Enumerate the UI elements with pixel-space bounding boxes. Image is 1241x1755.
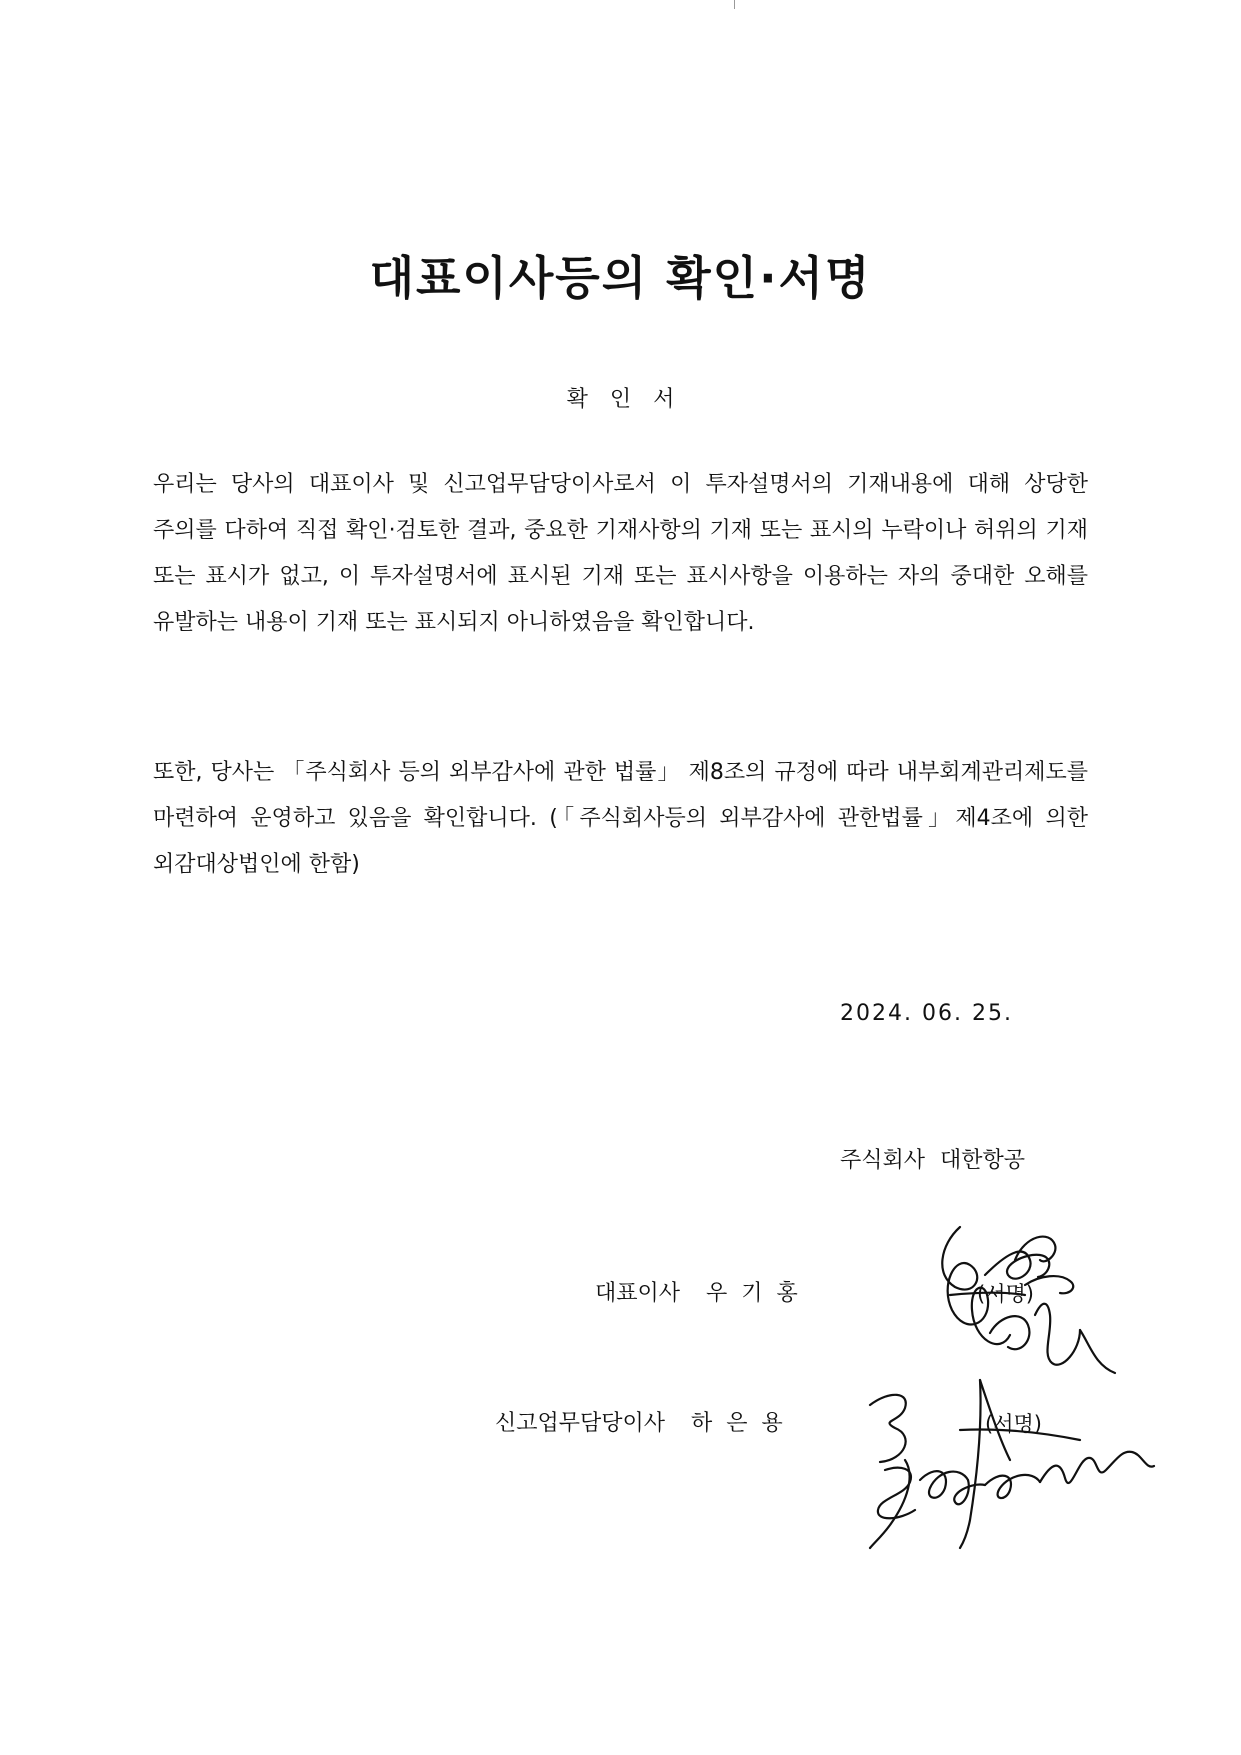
ceo-seal-note: (서명) <box>977 1282 1034 1306</box>
ceo-handwritten-signature <box>930 1215 1130 1385</box>
ceo-name: 우기홍 <box>706 1281 812 1306</box>
cfo-name: 하은용 <box>691 1411 797 1436</box>
document-title: 대표이사등의 확인·서명 <box>369 251 872 305</box>
cfo-role: 신고업무담당이사 <box>495 1411 666 1436</box>
cfo-seal-note: (서명) <box>985 1412 1042 1436</box>
confirmation-paragraph-1: 우리는 당사의 대표이사 및 신고업무담당이사로서 이 투자설명서의 기재내용에 대해 상당한 주의를 다하여 직접 확인·검토한 결과, 중요한 기재사항의 기재 또는 표시의 누락이나 허위의 기재 또는 표시가 없고, 이 투자설명서에 표시된 기재 또는 표시사항을 이용하는 자의 중대한 오해를 유발하는 내용이 기재 또는 표시되지 아니하였음을 확인합니다. <box>153 472 1088 635</box>
cfo-signature-line <box>495 1408 797 1440</box>
cfo-handwritten-signature <box>860 1370 1160 1555</box>
document-subtitle: 확인서 <box>566 387 697 412</box>
ceo-role: 대표이사 <box>595 1281 681 1306</box>
ceo-signature-line <box>595 1278 812 1310</box>
confirmation-paragraph-2: 또한, 당사는 「주식회사 등의 외부감사에 관한 법률」 제8조의 규정에 따라 내부회계관리제도를 마련하여 운영하고 있음을 확인합니다. (「주식회사등의 외부감사에 관한법률」제4조에 의한 외감대상법인에 한함) <box>153 760 1088 877</box>
signing-date: 2024. 06. 25. <box>840 1001 1013 1026</box>
company-name: 주식회사 대한항공 <box>840 1148 1026 1173</box>
page-edge-mark <box>734 0 735 9</box>
